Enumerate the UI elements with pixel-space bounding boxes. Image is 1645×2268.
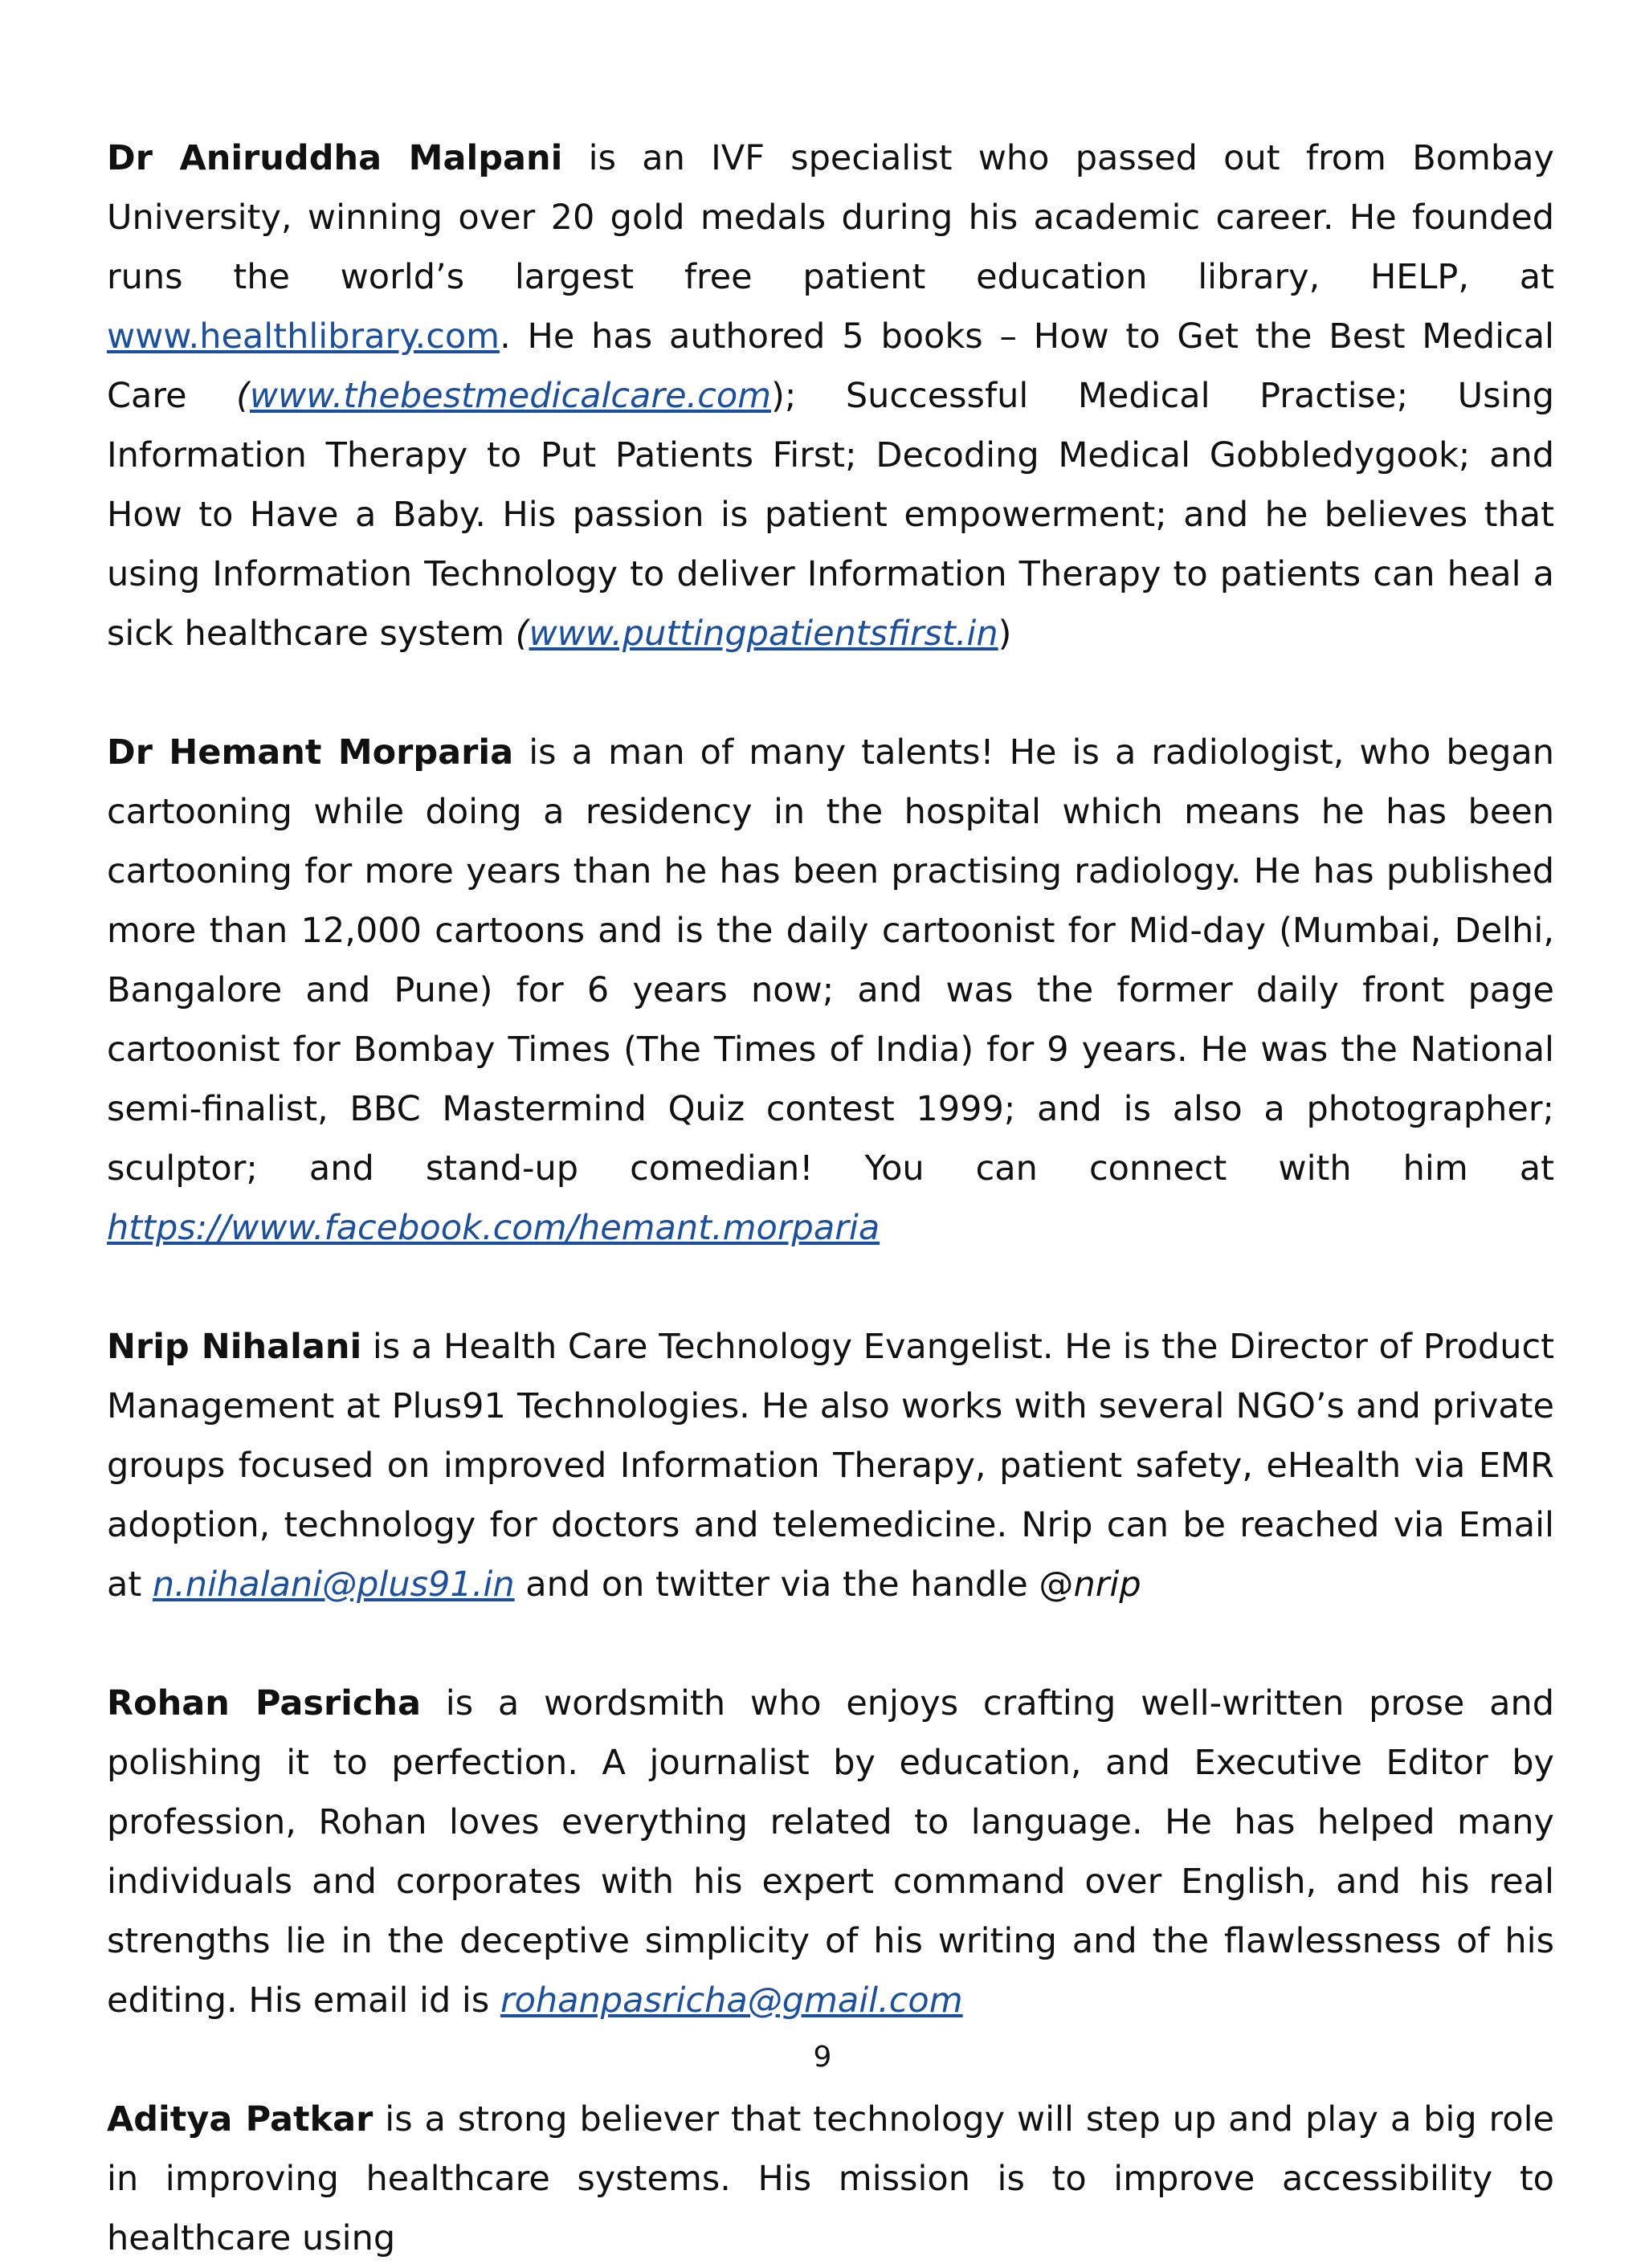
healthlibrary-link[interactable]: www.healthlibrary.com xyxy=(107,316,500,357)
bio-text: and on twitter via the handle @ xyxy=(514,1564,1074,1605)
contributor-name: Nrip Nihalani xyxy=(107,1327,362,1367)
contributor-name: Aditya Patkar xyxy=(107,2099,373,2140)
paren-open: ( xyxy=(515,614,529,654)
bio-aniruddha-malpani xyxy=(107,128,1554,663)
bio-nrip-nihalani xyxy=(107,1317,1554,1614)
paren-close: ) xyxy=(771,376,785,416)
puttingpatientsfirst-link[interactable]: www.puttingpatientsfirst.in xyxy=(529,614,998,654)
bio-text: is a Health Care Technology Evangelist. He is the Director of Product Management at Plus91 Technologies. He also works with several NGO’s and private groups focused on improved Information Therapy, patient safety, eHealth via EMR adoption, technology for doctors and telemedicine. Nrip can be reached via Email at xyxy=(107,1327,1554,1605)
bio-text: is a strong believer that technology will step up and play a big role in improving healthcare systems. His mission is to improve accessibility to healthcare using xyxy=(107,2099,1554,2258)
contributor-name: Dr Aniruddha Malpani xyxy=(107,138,563,178)
bio-text: is a wordsmith who enjoys crafting well-written prose and polishing it to perfection. A journalist by education, and Executive Editor by profession, Rohan loves everything related to language. He has helped many individuals and corporates with his expert command over English, and his real strengths lie in the deceptive simplicity of his writing and the flawlessness of his editing. His email id is xyxy=(107,1683,1555,2021)
email-link[interactable]: n.nihalani@plus91.in xyxy=(152,1564,515,1605)
bio-text: . He has authored 5 books – How to Get the Best Medical Care xyxy=(107,316,1554,416)
contributor-name: Dr Hemant Morparia xyxy=(107,732,514,773)
bio-rohan-pasricha xyxy=(107,1674,1554,2030)
paren-open: ( xyxy=(236,376,250,416)
bio-hemant-morparia xyxy=(107,723,1554,1258)
bio-text: ; Successful Medical Practise; Using Information Therapy to Put Patients First; Decoding Medical Gobbledygook; and How to Have a Baby. His passion is patient empowerment; and he believes that using Information Technology to deliver Information Therapy to patients can heal a sick healthcare system xyxy=(107,376,1554,654)
contributor-name: Rohan Pasricha xyxy=(107,1683,422,1723)
email-link[interactable]: rohanpasricha@gmail.com xyxy=(500,1980,963,2021)
bio-aditya-patkar xyxy=(107,2090,1554,2268)
page-number: 9 xyxy=(813,2041,832,2074)
contributors-text xyxy=(107,128,1554,2268)
bio-text: is an IVF specialist who passed out from Bombay University, winning over 20 gold medals during his academic career. He founded runs the world’s largest free patient education library, HELP, at xyxy=(107,138,1554,297)
twitter-handle: nrip xyxy=(1073,1564,1141,1605)
bio-text: is a man of many talents! He is a radiologist, who began cartooning while doing a residency in the hospital which means he has been cartooning for more years than he has been practising radiology. He has published more than 12,000 cartoons and is the daily cartoonist for Mid-day (Mumbai, Delhi, Bangalore and Pune) for 6 years now; and was the former daily front page cartoonist for Bombay Times (The Times of India) for 9 years. He was the National semi-finalist, BBC Mastermind Quiz contest 1999; and is also a photographer; sculptor; and stand-up comedian! You can connect with him at xyxy=(107,732,1554,1189)
thebestmedicalcare-link[interactable]: www.thebestmedicalcare.com xyxy=(249,376,772,416)
facebook-link[interactable]: https://www.facebook.com/hemant.morparia xyxy=(107,1208,880,1248)
paren-close: ) xyxy=(998,614,1012,654)
